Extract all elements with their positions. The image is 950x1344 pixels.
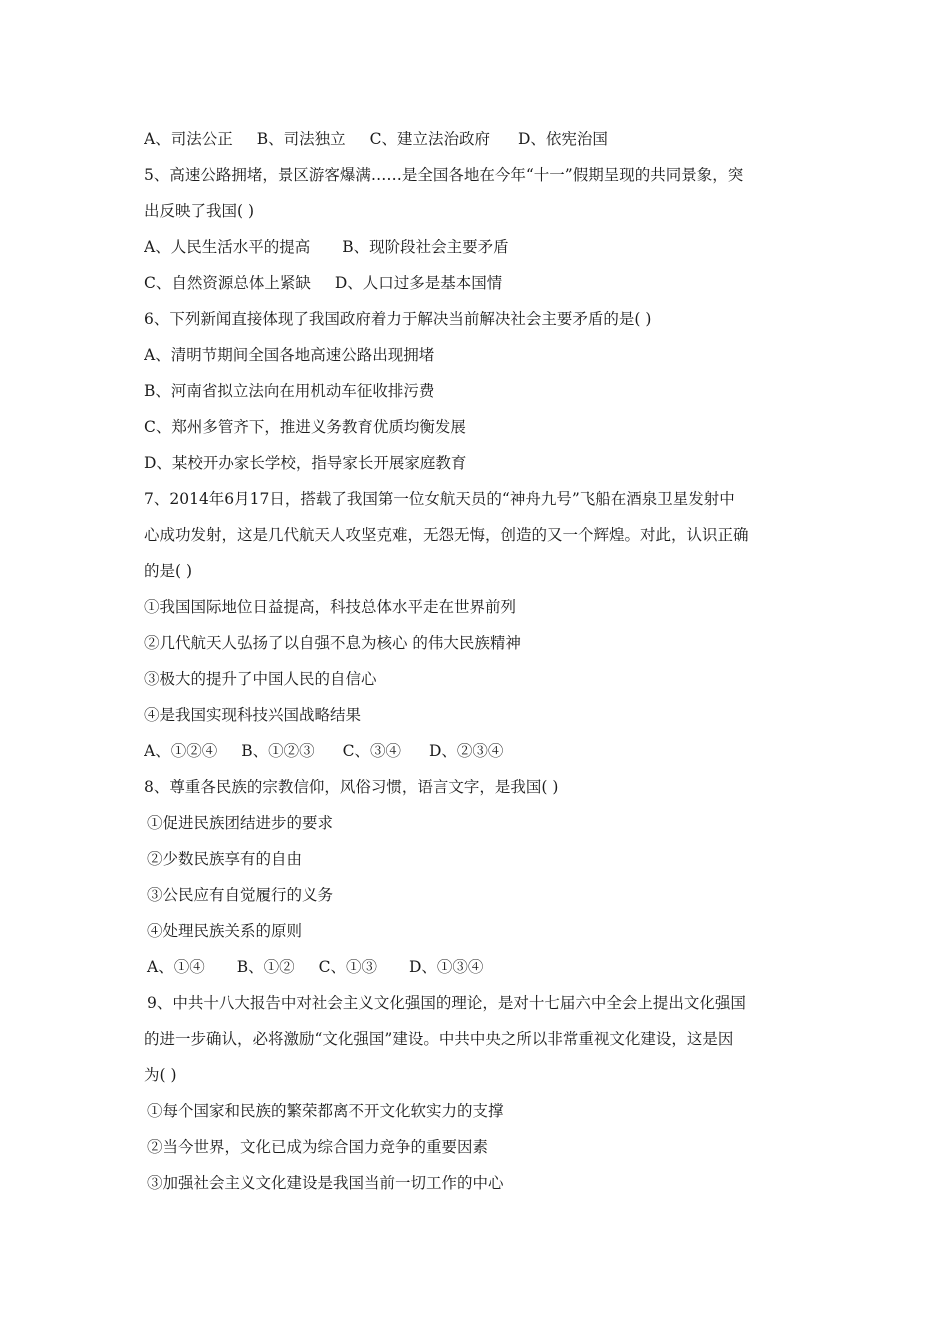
option-c: C、自然资源总体上紧缺 — [144, 274, 311, 292]
q6-option-a: A、清明节期间全国各地高速公路出现拥堵 — [144, 346, 435, 364]
q6-option-b: B、河南省拟立法向在用机动车征收排污费 — [144, 382, 435, 400]
option-b: B、司法独立 — [256, 130, 346, 148]
q7-options — [144, 733, 814, 769]
option-d: D、②③④ — [428, 742, 504, 760]
option-d: D、①③④ — [408, 958, 484, 976]
option-b: B、①② — [236, 958, 295, 976]
q7-stem-line3: 的是( ) — [144, 562, 193, 580]
q8-statement-2: ②少数民族享有的自由 — [147, 850, 303, 868]
q7-statement-2: ②几代航天人弘扬了以自强不息为核心 的伟大民族精神 — [144, 634, 521, 652]
q6-stem: 6、下列新闻直接体现了我国政府着力于解决当前解决社会主要矛盾的是( ) — [144, 310, 652, 328]
q8-options — [144, 949, 814, 985]
q8-statement-1: ①促进民族团结进步的要求 — [147, 814, 334, 832]
q4-options — [144, 121, 814, 157]
option-a: A、人民生活水平的提高 — [144, 238, 311, 256]
q5-stem-line1: 5、高速公路拥堵，景区游客爆满……是全国各地在今年“十一”假期呈现的共同景象，突 — [144, 166, 744, 184]
q7-statement-1: ①我国国际地位日益提高，科技总体水平走在世界前列 — [144, 598, 517, 616]
q7-stem-line1: 7、2014年6月17日，搭载了我国第一位女航天员的“神舟九号”飞船在酒泉卫星发射中 — [144, 490, 735, 508]
q7-statement-3: ③极大的提升了中国人民的自信心 — [144, 670, 377, 688]
q9-statement-1: ①每个国家和民族的繁荣都离不开文化软实力的支撑 — [147, 1102, 504, 1120]
option-b: B、①②③ — [241, 742, 315, 760]
q8-stem: 8、尊重各民族的宗教信仰，风俗习惯，语言文字，是我国( ) — [144, 778, 559, 796]
q5-stem-line2: 出反映了我国( ) — [144, 202, 255, 220]
option-d: D、人口过多是基本国情 — [334, 274, 503, 292]
q9-stem-line2: 的进一步确认，必将激励“文化强国”建设。中共中央之所以非常重视文化建设，这是因 — [144, 1030, 734, 1048]
option-a: A、①②④ — [144, 742, 218, 760]
q6-option-d: D、某校开办家长学校，指导家长开展家庭教育 — [144, 454, 467, 472]
q8-statement-4: ④处理民族关系的原则 — [147, 922, 303, 940]
option-c: C、①③ — [318, 958, 377, 976]
option-a: A、司法公正 — [144, 130, 233, 148]
q5-options-cd — [144, 265, 814, 301]
option-d: D、依宪治国 — [517, 130, 608, 148]
q9-statement-3: ③加强社会主义文化建设是我国当前一切工作的中心 — [147, 1174, 504, 1192]
q7-statement-4: ④是我国实现科技兴国战略结果 — [144, 706, 362, 724]
q9-stem-line3: 为( ) — [144, 1066, 177, 1084]
option-a: A、①④ — [147, 958, 205, 976]
q8-statement-3: ③公民应有自觉履行的义务 — [147, 886, 334, 904]
q9-stem-line1: 9、中共十八大报告中对社会主义文化强国的理论，是对十七届六中全会上提出文化强国 — [147, 994, 746, 1012]
q7-stem-line2: 心成功发射，这是几代航天人攻坚克难，无怨无悔，创造的又一个辉煌。对此，认识正确 — [144, 526, 749, 544]
q9-statement-2: ②当今世界，文化已成为综合国力竞争的重要因素 — [147, 1138, 489, 1156]
option-c: C、建立法治政府 — [369, 130, 490, 148]
q6-option-c: C、郑州多管齐下，推进义务教育优质均衡发展 — [144, 418, 466, 436]
q5-options-ab — [144, 229, 814, 265]
option-c: C、③④ — [342, 742, 401, 760]
option-b: B、现阶段社会主要矛盾 — [342, 238, 509, 256]
document-page — [144, 121, 814, 1201]
